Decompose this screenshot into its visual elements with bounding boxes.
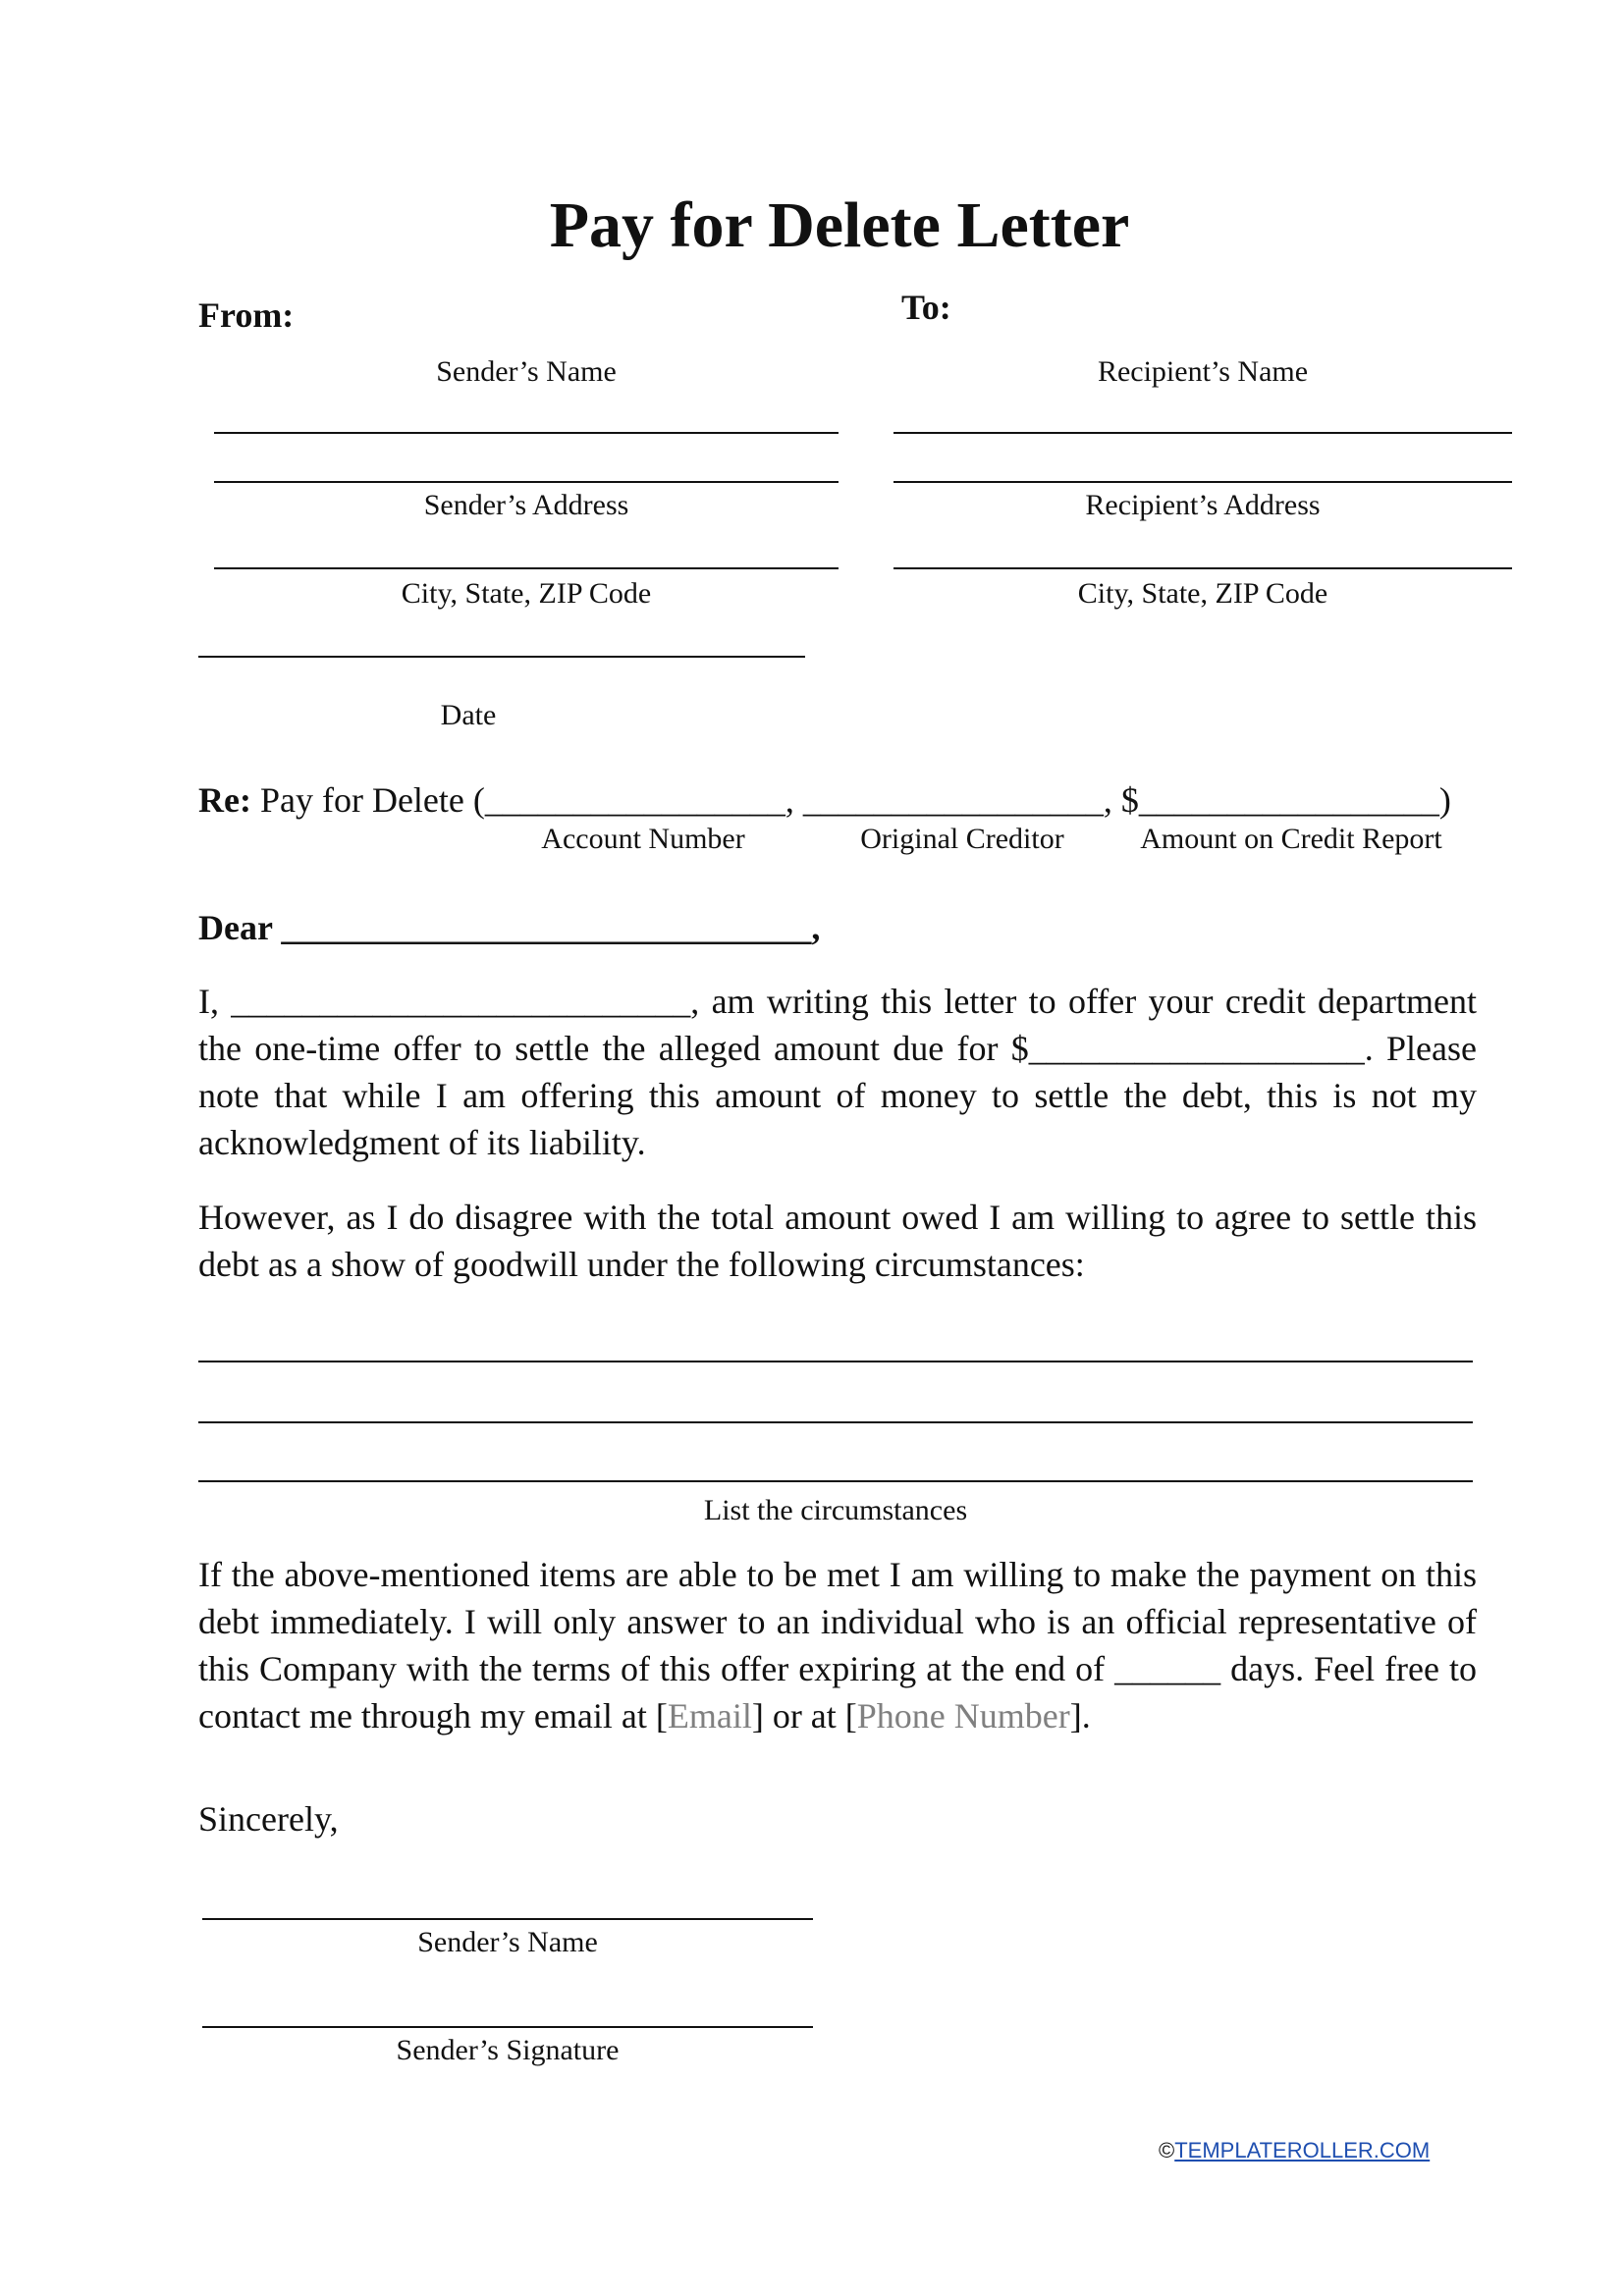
recipient-name-blank[interactable]: ______________________________ xyxy=(281,908,812,947)
closing: Sincerely, xyxy=(198,1799,339,1839)
p3-text-1: If the above-mentioned items are able to be met I am willing to make the payment on this debt immediately. I will only answer to an individual who is an official representative of this Company with the terms of this offer expiring at the end of xyxy=(198,1555,1477,1688)
to-heading: To: xyxy=(901,288,951,327)
p1-text-1: I, xyxy=(198,982,232,1021)
from-heading: From: xyxy=(198,295,295,335)
recipient-address-label: Recipient’s Address xyxy=(1085,489,1321,521)
p3-text-3: ] or at [ xyxy=(751,1696,857,1735)
recipient-name-label: Recipient’s Name xyxy=(1097,355,1309,388)
recipient-name-line[interactable] xyxy=(893,432,1512,434)
account-number-blank[interactable]: _________________ xyxy=(484,780,785,820)
recipient-address-line-1[interactable] xyxy=(893,481,1512,483)
original-creditor-label: Original Creditor xyxy=(860,823,1064,855)
signature-label: Sender’s Signature xyxy=(396,2034,620,2066)
circumstance-line-3[interactable] xyxy=(198,1480,1473,1482)
sender-name-line[interactable] xyxy=(214,432,839,434)
signature-line[interactable] xyxy=(202,2026,813,2028)
p1-text-2: , am writing this letter to offer your credit department the one-time offer to settle the alleged amount due for $ xyxy=(198,982,1477,1068)
recipient-city-line[interactable] xyxy=(893,567,1512,569)
sender-address-label: Sender’s Address xyxy=(423,489,629,521)
circumstance-line-1[interactable] xyxy=(198,1361,1473,1362)
sender-name-label: Sender’s Name xyxy=(436,355,617,388)
sender-city-line[interactable] xyxy=(214,567,839,569)
templateroller-link[interactable]: TEMPLATEROLLER.COM xyxy=(1174,2138,1431,2163)
account-number-label: Account Number xyxy=(541,823,745,855)
paragraph-terms xyxy=(198,1551,1477,1739)
sender-address-line-1[interactable] xyxy=(214,481,839,483)
footer-copyright xyxy=(1159,2138,1430,2163)
salutation-word: Dear xyxy=(198,908,273,947)
date-line[interactable] xyxy=(198,656,805,658)
page-title: Pay for Delete Letter xyxy=(549,189,1130,261)
original-creditor-blank[interactable]: _________________ xyxy=(802,780,1104,820)
p3-text-2: days. Feel free to contact me through my email at [ xyxy=(198,1649,1477,1735)
recipient-city-label: City, State, ZIP Code xyxy=(1077,577,1328,610)
phone-placeholder[interactable]: Phone Number xyxy=(856,1696,1070,1735)
sender-name-blank[interactable]: __________________________ xyxy=(231,982,691,1021)
paragraph-goodwill: However, as I do disagree with the total amount owed I am willing to agree to settle this debt as a show of goodwill under the following circumstances: xyxy=(198,1198,1477,1284)
salutation xyxy=(198,907,820,948)
p3-text-4: ]. xyxy=(1069,1696,1091,1735)
copyright-symbol: © xyxy=(1159,2138,1175,2163)
p1-text-3: . Please note that while I am offering this amount of money to settle the debt, this is not my acknowledgment of its liability. xyxy=(198,1029,1478,1162)
settlement-amount-blank[interactable]: ___________________ xyxy=(1028,1029,1365,1068)
circumstance-line-2[interactable] xyxy=(198,1421,1473,1423)
signature-name-line[interactable] xyxy=(202,1918,813,1920)
email-placeholder[interactable]: Email xyxy=(667,1696,752,1735)
amount-on-credit-report-label: Amount on Credit Report xyxy=(1140,823,1442,855)
signature-name-label: Sender’s Name xyxy=(417,1926,598,1958)
amount-blank[interactable]: _________________ xyxy=(1138,780,1439,820)
re-close: ) xyxy=(1438,780,1451,820)
re-sep-2: , $ xyxy=(1103,780,1139,820)
date-label: Date xyxy=(440,699,497,731)
re-text: Pay for Delete ( xyxy=(259,780,485,820)
re-sep-1: , xyxy=(785,780,803,820)
re-prefix: Re: xyxy=(198,780,251,820)
re-line xyxy=(198,779,1451,821)
paragraph-offer xyxy=(198,978,1477,1166)
salutation-comma: , xyxy=(811,908,821,947)
circumstances-label: List the circumstances xyxy=(703,1494,968,1526)
days-blank[interactable]: ______ xyxy=(1114,1649,1221,1688)
sender-city-label: City, State, ZIP Code xyxy=(401,577,652,610)
